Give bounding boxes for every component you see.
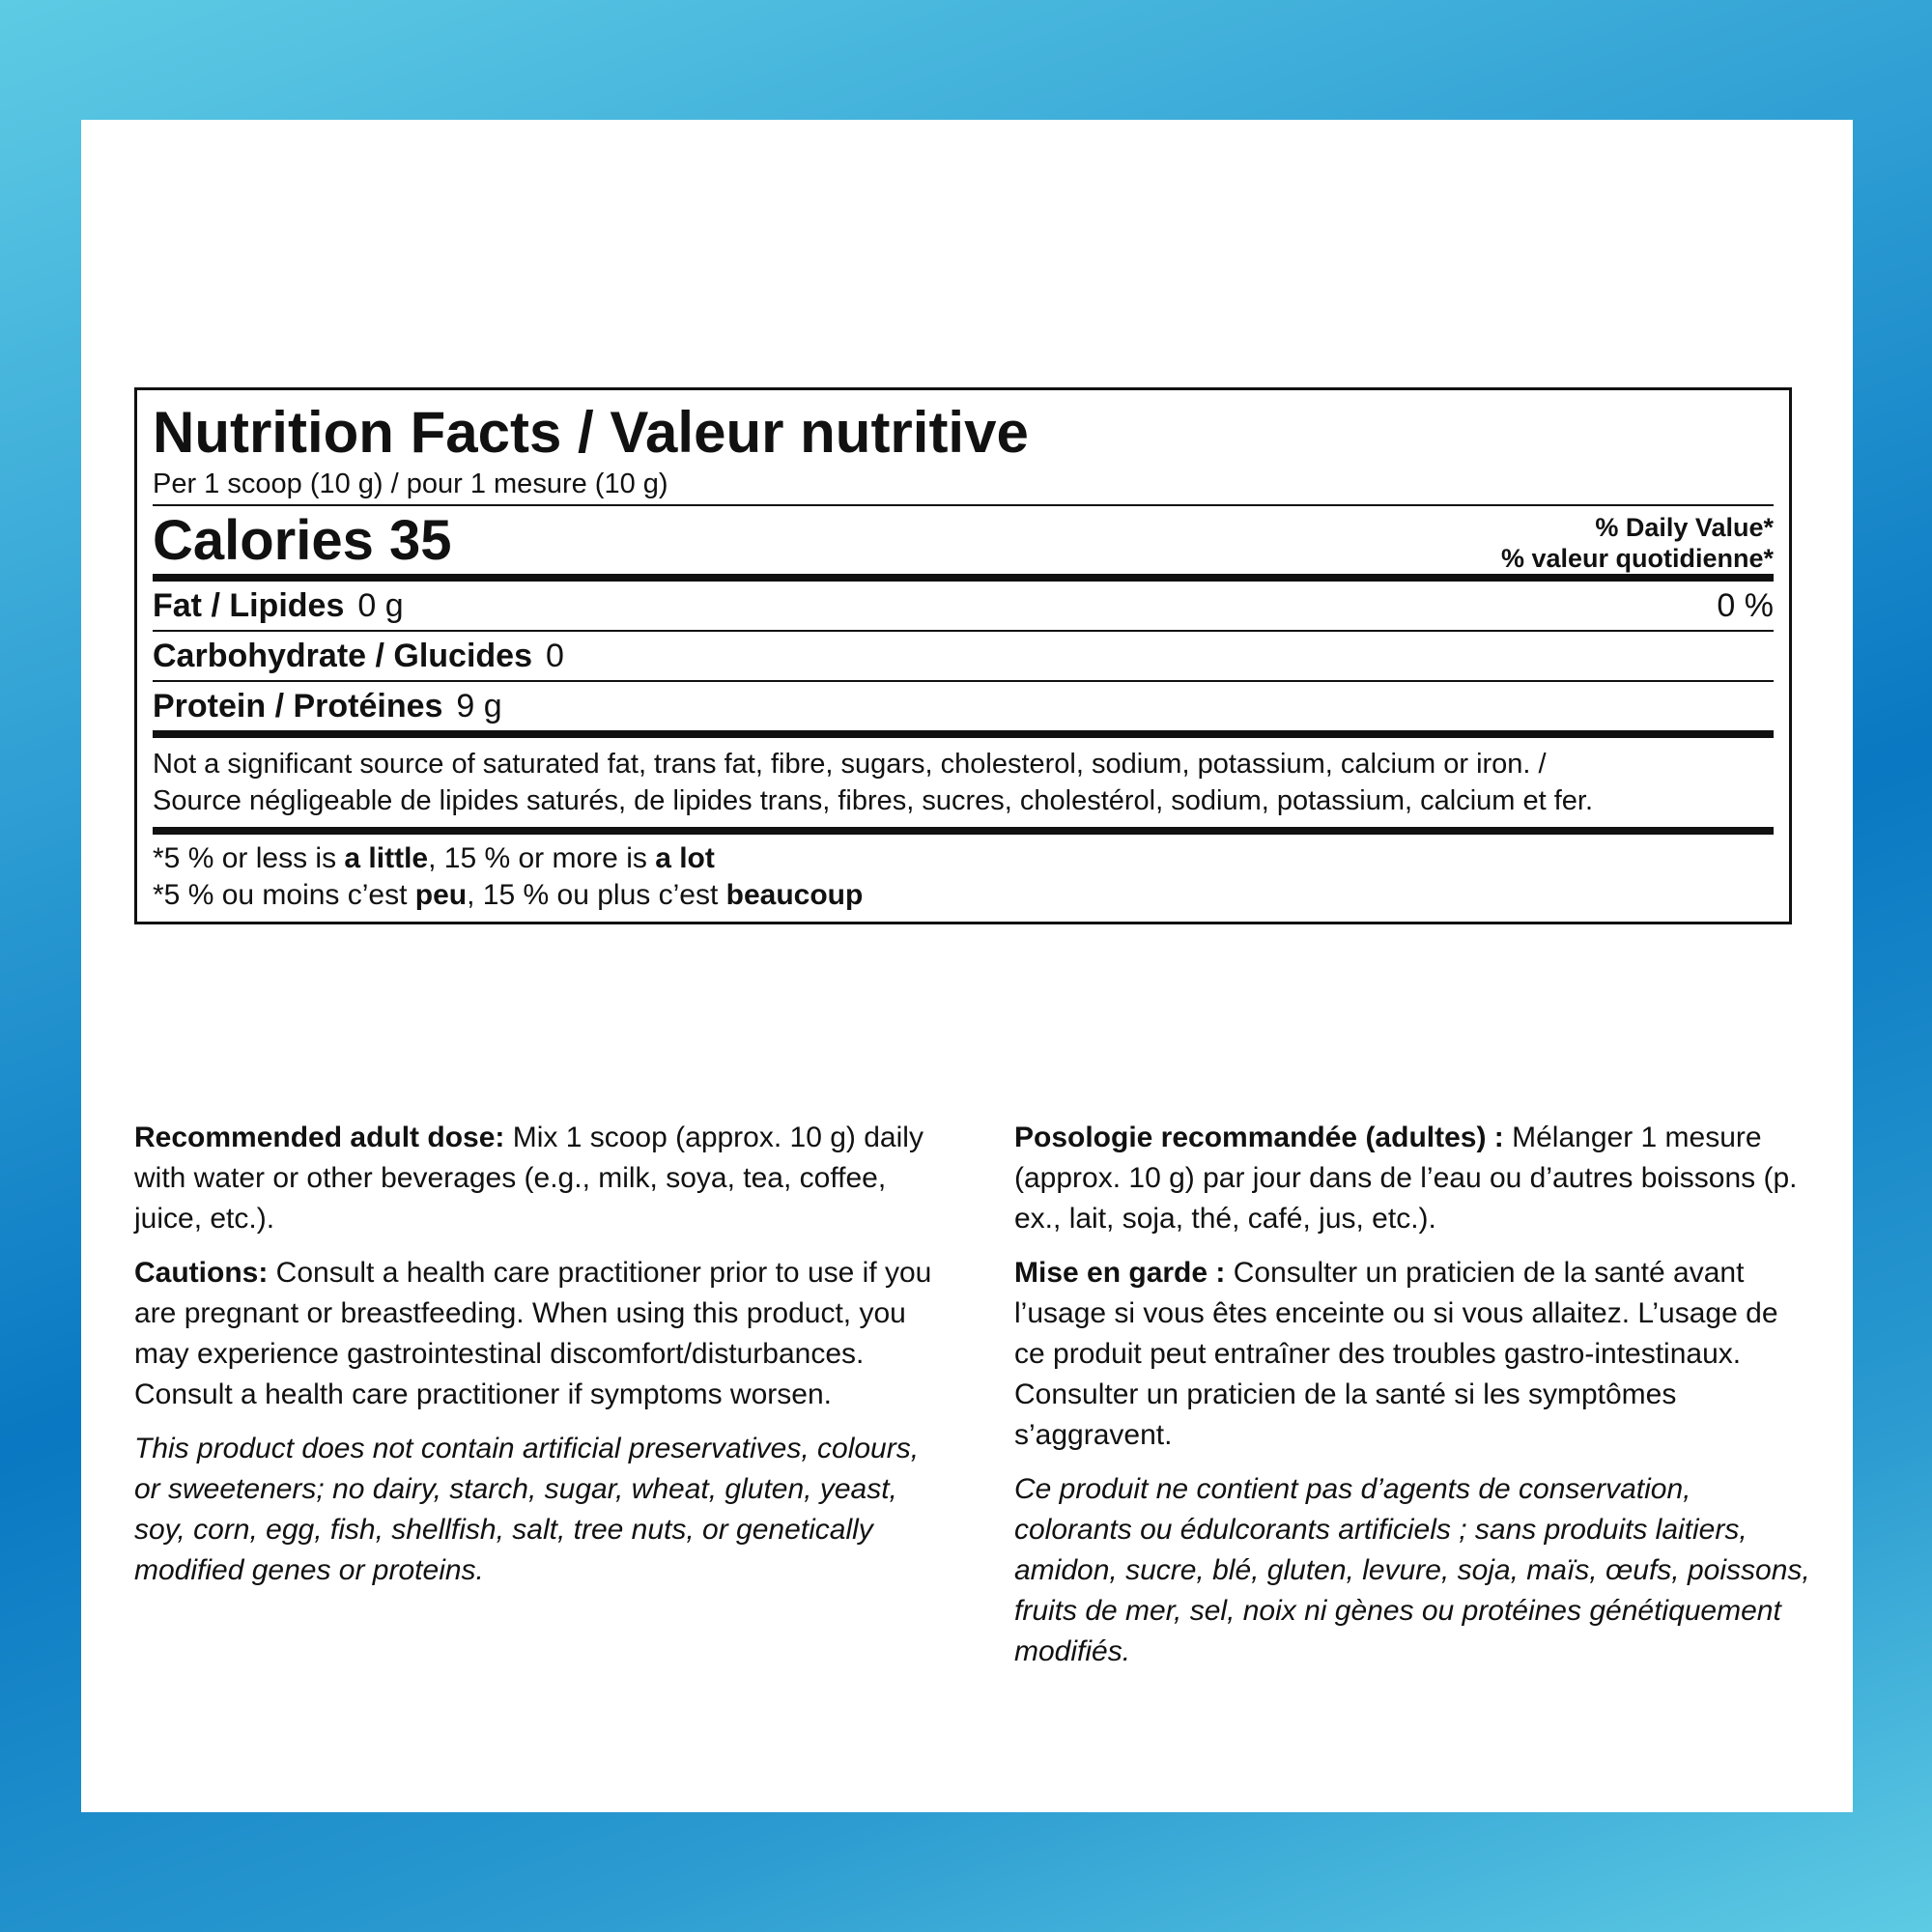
not-significant-note xyxy=(153,738,1774,835)
cautions-text: Consulter un praticien de la santé avant l’usage si vous êtes enceinte ou si vous allaitez. L’usage de ce produit peut entraîner des troubles gastro-intestinaux. Consulter un praticien de la santé si les symptômes s’aggravent. xyxy=(1014,1257,1778,1451)
free-from-paragraph-en: This product does not contain artificial preservatives, colours, or sweeteners; no dairy, starch, sugar, wheat, gluten, yeast, soy, corn, egg, fish, shellfish, salt, tree nuts, or genetically modified genes or proteins. xyxy=(134,1433,920,1586)
cautions-paragraph-en xyxy=(134,1253,936,1415)
cautions-label: Cautions: xyxy=(134,1257,269,1289)
cautions-paragraph-fr xyxy=(1014,1253,1816,1456)
dose-text: Mélanger 1 mesure (approx. 10 g) par jour dans de l’eau ou d’autres boissons (p. ex., lait, soja, thé, café, jus, etc.). xyxy=(1014,1122,1798,1235)
serving-size: Per 1 scoop (10 g) / pour 1 mesure (10 g) xyxy=(153,468,1774,506)
footnote-fr: *5 % ou moins c’est peu, 15 % ou plus c’est beaucoup xyxy=(153,879,864,911)
nutrient-label: Fat / Lipides xyxy=(153,587,345,624)
nutrient-row-protein xyxy=(153,682,1774,738)
nutrient-percent: 0 % xyxy=(1717,587,1774,624)
dose-paragraph-fr xyxy=(1014,1118,1816,1239)
cautions-label: Mise en garde : xyxy=(1014,1257,1226,1289)
daily-value-en: % Daily Value* xyxy=(1595,513,1774,542)
note-fr: Source négligeable de lipides saturés, de lipides trans, fibres, sucres, cholestérol, sodium, potassium, calcium et fer. xyxy=(153,785,1594,816)
daily-value-footnote xyxy=(153,835,1774,914)
calories-row xyxy=(153,506,1774,582)
nutrient-value: 9 g xyxy=(456,688,502,724)
nutrient-row-fat xyxy=(153,582,1774,632)
dose-label: Posologie recommandée (adultes) : xyxy=(1014,1122,1504,1153)
free-from-paragraph-fr: Ce produit ne contient pas d’agents de conservation, colorants ou édulcorants artificiels ; sans produits laitiers, amidon, sucre, blé, gluten, levure, soja, maïs, œufs, poissons, fruits de mer, sel, noix ni gènes ou protéines génétiquement modifiés. xyxy=(1014,1473,1810,1667)
label-panel xyxy=(81,120,1853,1812)
nutrition-facts-table xyxy=(134,387,1792,924)
french-column xyxy=(1014,1118,1816,1686)
nutrient-label: Protein / Protéines xyxy=(153,688,443,724)
nutrient-row-carbohydrate xyxy=(153,632,1774,682)
nutrient-value: 0 xyxy=(546,638,564,674)
dose-label: Recommended adult dose: xyxy=(134,1122,505,1153)
footnote-en: *5 % or less is a little, 15 % or more is a lot xyxy=(153,842,715,874)
english-column xyxy=(134,1118,936,1605)
dose-text: Mix 1 scoop (approx. 10 g) daily with water or other beverages (e.g., milk, soya, tea, coffee, juice, etc.). xyxy=(134,1122,923,1235)
nutrient-value: 0 g xyxy=(357,587,404,624)
note-en: Not a significant source of saturated fat, trans fat, fibre, sugars, cholesterol, sodium, potassium, calcium or iron. / xyxy=(153,749,1547,780)
nutrition-title: Nutrition Facts / Valeur nutritive xyxy=(153,400,1029,465)
nutrient-label: Carbohydrate / Glucides xyxy=(153,638,532,674)
daily-value-fr: % valeur quotidienne* xyxy=(1500,544,1774,573)
cautions-text: Consult a health care practitioner prior to use if you are pregnant or breastfeeding. When using this product, you may experience gastrointestinal discomfort/disturbances. Consult a health care practitioner if symptoms worsen. xyxy=(134,1257,932,1410)
calories: Calories 35 xyxy=(153,509,452,572)
dose-paragraph-en xyxy=(134,1118,936,1239)
daily-value-header xyxy=(1501,512,1774,574)
